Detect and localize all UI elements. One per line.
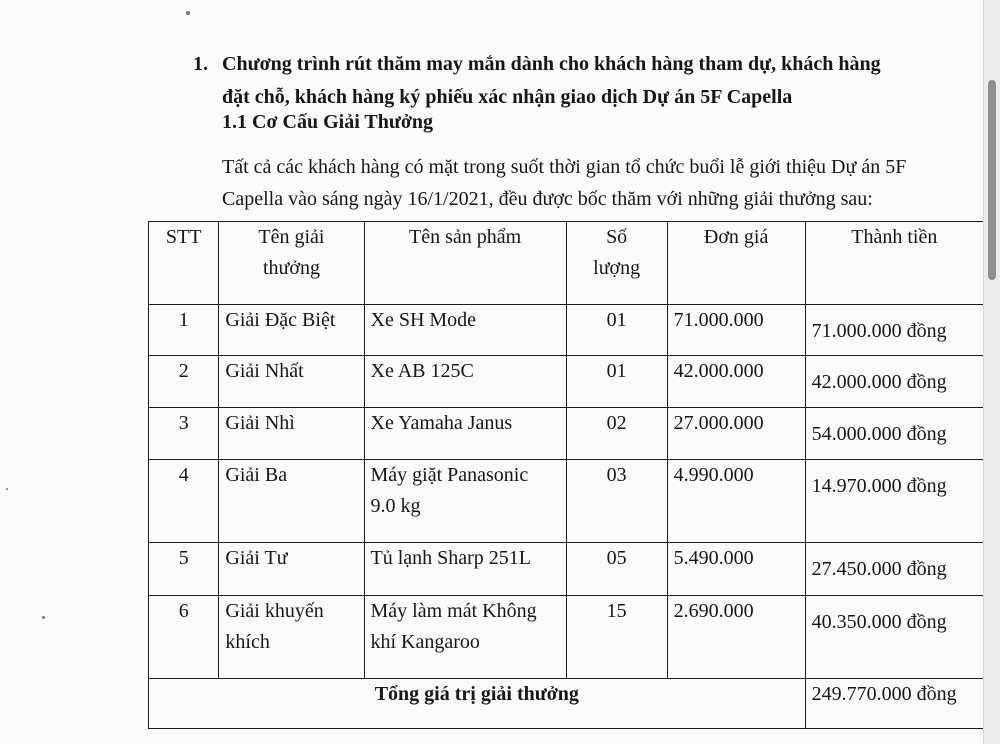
heading-line: đặt chỗ, khách hàng ký phiếu xác nhận giao dịch Dự án 5F Capella (222, 86, 793, 108)
cell-unit-price: 2.690.000 (667, 596, 805, 679)
header-prize-name: Tên giải thưởng (219, 222, 364, 305)
cell-product: Xe Yamaha Janus (364, 408, 566, 460)
cell-total: 42.000.000 đồng (805, 356, 983, 408)
cell-quantity: 15 (566, 596, 667, 679)
table-row (149, 596, 984, 679)
scrollbar-thumb[interactable] (988, 80, 996, 280)
cell-quantity: 01 (566, 305, 667, 356)
cell-total: 40.350.000 đồng (805, 596, 983, 679)
cell-stt: 2 (149, 356, 219, 408)
table-row (149, 356, 984, 408)
table-header-row (149, 222, 984, 305)
cell-unit-price: 27.000.000 (667, 408, 805, 460)
cell-unit-price: 71.000.000 (667, 305, 805, 356)
cell-product: Máy giặt Panasonic 9.0 kg (364, 460, 566, 543)
subsection-heading: 1.1 Cơ Cấu Giải Thưởng (222, 111, 434, 133)
table-row (149, 460, 984, 543)
header-stt: STT (149, 222, 219, 305)
intro-line: Tất cả các khách hàng có mặt trong suốt thời gian tổ chức buổi lễ giới thiệu Dự án 5F (222, 156, 907, 178)
cell-product: Máy làm mát Không khí Kangaroo (364, 596, 566, 679)
cell-product: Xe AB 125C (364, 356, 566, 408)
cell-stt: 6 (149, 596, 219, 679)
intro-line: Capella vào sáng ngày 16/1/2021, đều được bốc thăm với những giải thưởng sau: (222, 188, 873, 210)
cell-quantity: 03 (566, 460, 667, 543)
scan-speck (186, 11, 190, 15)
cell-prize-name: Giải Nhì (219, 408, 364, 460)
table-row (149, 305, 984, 356)
intro-paragraph (222, 151, 906, 215)
cell-product: Tủ lạnh Sharp 251L (364, 543, 566, 596)
cell-quantity: 01 (566, 356, 667, 408)
grand-total: 249.770.000 đồng (805, 679, 983, 729)
header-product: Tên sản phẩm (364, 222, 566, 305)
cell-total: 14.970.000 đồng (805, 460, 983, 543)
cell-prize-name: Giải Nhất (219, 356, 364, 408)
cell-quantity: 05 (566, 543, 667, 596)
scan-speck (42, 616, 45, 619)
cell-quantity: 02 (566, 408, 667, 460)
cell-total: 54.000.000 đồng (805, 408, 983, 460)
cell-prize-name: Giải Đặc Biệt (219, 305, 364, 356)
cell-unit-price: 42.000.000 (667, 356, 805, 408)
vertical-scrollbar[interactable] (983, 0, 1000, 744)
cell-unit-price: 4.990.000 (667, 460, 805, 543)
total-label: Tổng giá trị giải thưởng (149, 679, 806, 729)
cell-total: 71.000.000 đồng (805, 305, 983, 356)
cell-prize-name: Giải Tư (219, 543, 364, 596)
cell-stt: 5 (149, 543, 219, 596)
cell-stt: 3 (149, 408, 219, 460)
section-number: 1. (193, 53, 208, 75)
cell-total: 27.450.000 đồng (805, 543, 983, 596)
heading-line: Chương trình rút thăm may mắn dành cho khách hàng tham dự, khách hàng (222, 53, 881, 75)
header-quantity: Số lượng (566, 222, 667, 305)
scan-speck (6, 488, 8, 490)
cell-stt: 1 (149, 305, 219, 356)
table-row (149, 543, 984, 596)
cell-stt: 4 (149, 460, 219, 543)
cell-unit-price: 5.490.000 (667, 543, 805, 596)
cell-prize-name: Giải khuyến khích (219, 596, 364, 679)
cell-product: Xe SH Mode (364, 305, 566, 356)
prize-table (148, 221, 984, 729)
header-unit-price: Đơn giá (667, 222, 805, 305)
table-row (149, 408, 984, 460)
cell-prize-name: Giải Ba (219, 460, 364, 543)
header-total: Thành tiền (805, 222, 983, 305)
table-total-row (149, 679, 984, 729)
